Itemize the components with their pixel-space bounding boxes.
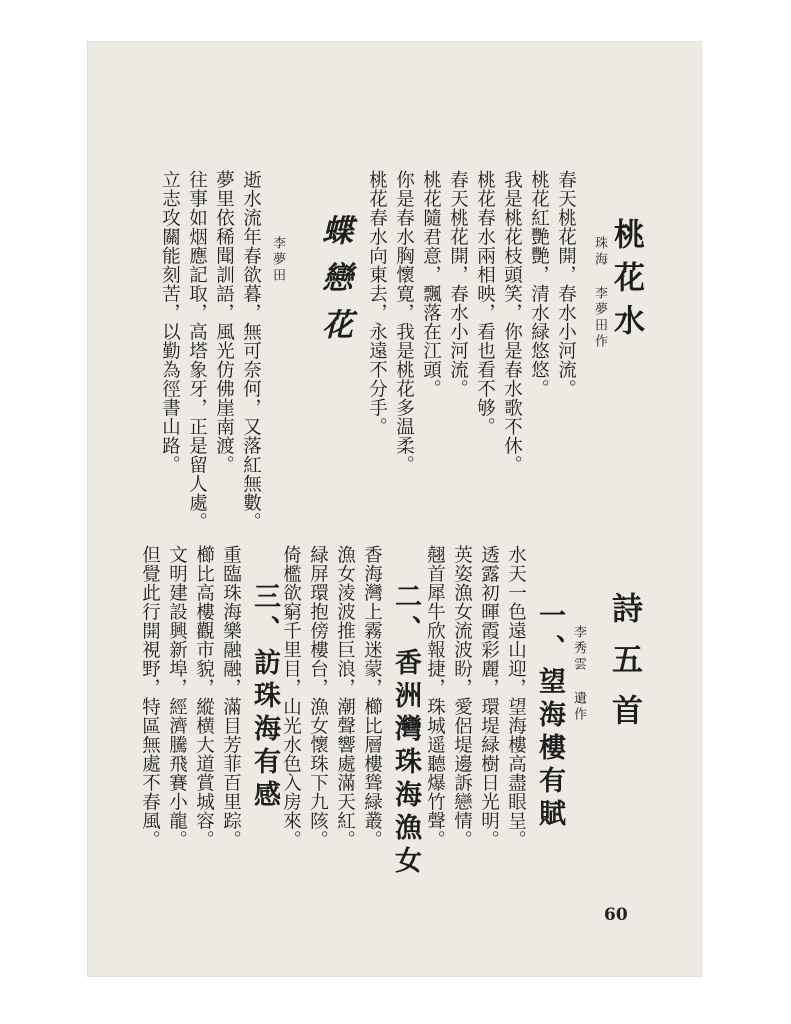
poem-line: 英姿漁女流波盼，愛侶堤邊訴戀情。 (451, 545, 473, 849)
section-heading-1: 一、望海樓有賦 (534, 601, 565, 832)
poem-line: 桃花隨君意，飄落在江頭。 (420, 170, 442, 398)
poem-line: 水天一色遠山迎，望海樓高盡眼呈。 (505, 545, 527, 849)
poem-line: 立志攻關能刻苦，以勤為徑書山路。 (159, 170, 181, 474)
poem-title-taohuashui: 桃花水 (608, 218, 644, 347)
poem-line: 往事如烟應記取，高塔象牙，正是留人處。 (186, 170, 208, 531)
section-heading-3: 三、訪珠海有感 (249, 582, 280, 813)
poem-line: 翹首犀牛欣報捷，珠城遥聽爆竹聲。 (424, 545, 446, 849)
poem-author-dielianhua: 李夢田 (270, 236, 285, 284)
poem-line: 櫛比高樓觀市貌，縱横大道賞城容。 (193, 545, 215, 849)
poem-line: 逝水流年春欲暮，無可奈何，又落紅無數。 (240, 170, 262, 531)
poem-line: 香海灣上霧迷蒙，櫛比層樓聳緑叢。 (361, 545, 383, 849)
poem-line: 桃花紅艷艷，清水緑悠悠。 (528, 170, 550, 398)
poem-line: 倚檻欲窮千里目，山光水色入房來。 (280, 545, 302, 849)
poem-author-shiwushou: 李秀雲 遺作 (571, 625, 586, 723)
poem-line: 漁女淩波推巨浪，潮聲響處滿天紅。 (334, 545, 356, 849)
poem-line: 桃花春水兩相映，看也看不够。 (474, 170, 496, 436)
poem-line: 緑屏環抱傍樓台，漁女懷珠下九陔。 (307, 545, 329, 849)
poem-title-dielianhua: 蝶戀花 (316, 214, 352, 355)
poem-line: 但覺此行開視野，特區無處不春風。 (139, 545, 161, 849)
poem-author-taohuashui: 珠海 李夢田作 (592, 236, 607, 350)
poem-line: 文明建設興新埠，經濟騰飛賽小龍。 (166, 545, 188, 849)
poem-line: 透露初暉霞彩麗，環堤緑樹日光明。 (478, 545, 500, 849)
page-number: 60 (604, 905, 628, 925)
poem-line: 我是桃花枝頭笑，你是春水歌不休。 (501, 170, 523, 474)
poem-title-shiwushou: 詩五首 (606, 592, 642, 745)
poem-line: 桃花春水向東去，永遠不分手。 (366, 170, 388, 436)
poem-line: 夢里依稀聞訓語，風光仿佛崖南渡。 (213, 170, 235, 474)
poem-line: 春天桃花開，春水小河流。 (555, 170, 577, 398)
section-heading-2: 二、香洲灣珠海漁女 (390, 582, 421, 879)
poem-line: 你是春水胸懷寛，我是桃花多温柔。 (393, 170, 415, 474)
poem-line: 重臨珠海樂融融，滿目芳菲百里踪。 (220, 545, 242, 849)
poem-line: 春天桃花開，春水小河流。 (447, 170, 469, 398)
